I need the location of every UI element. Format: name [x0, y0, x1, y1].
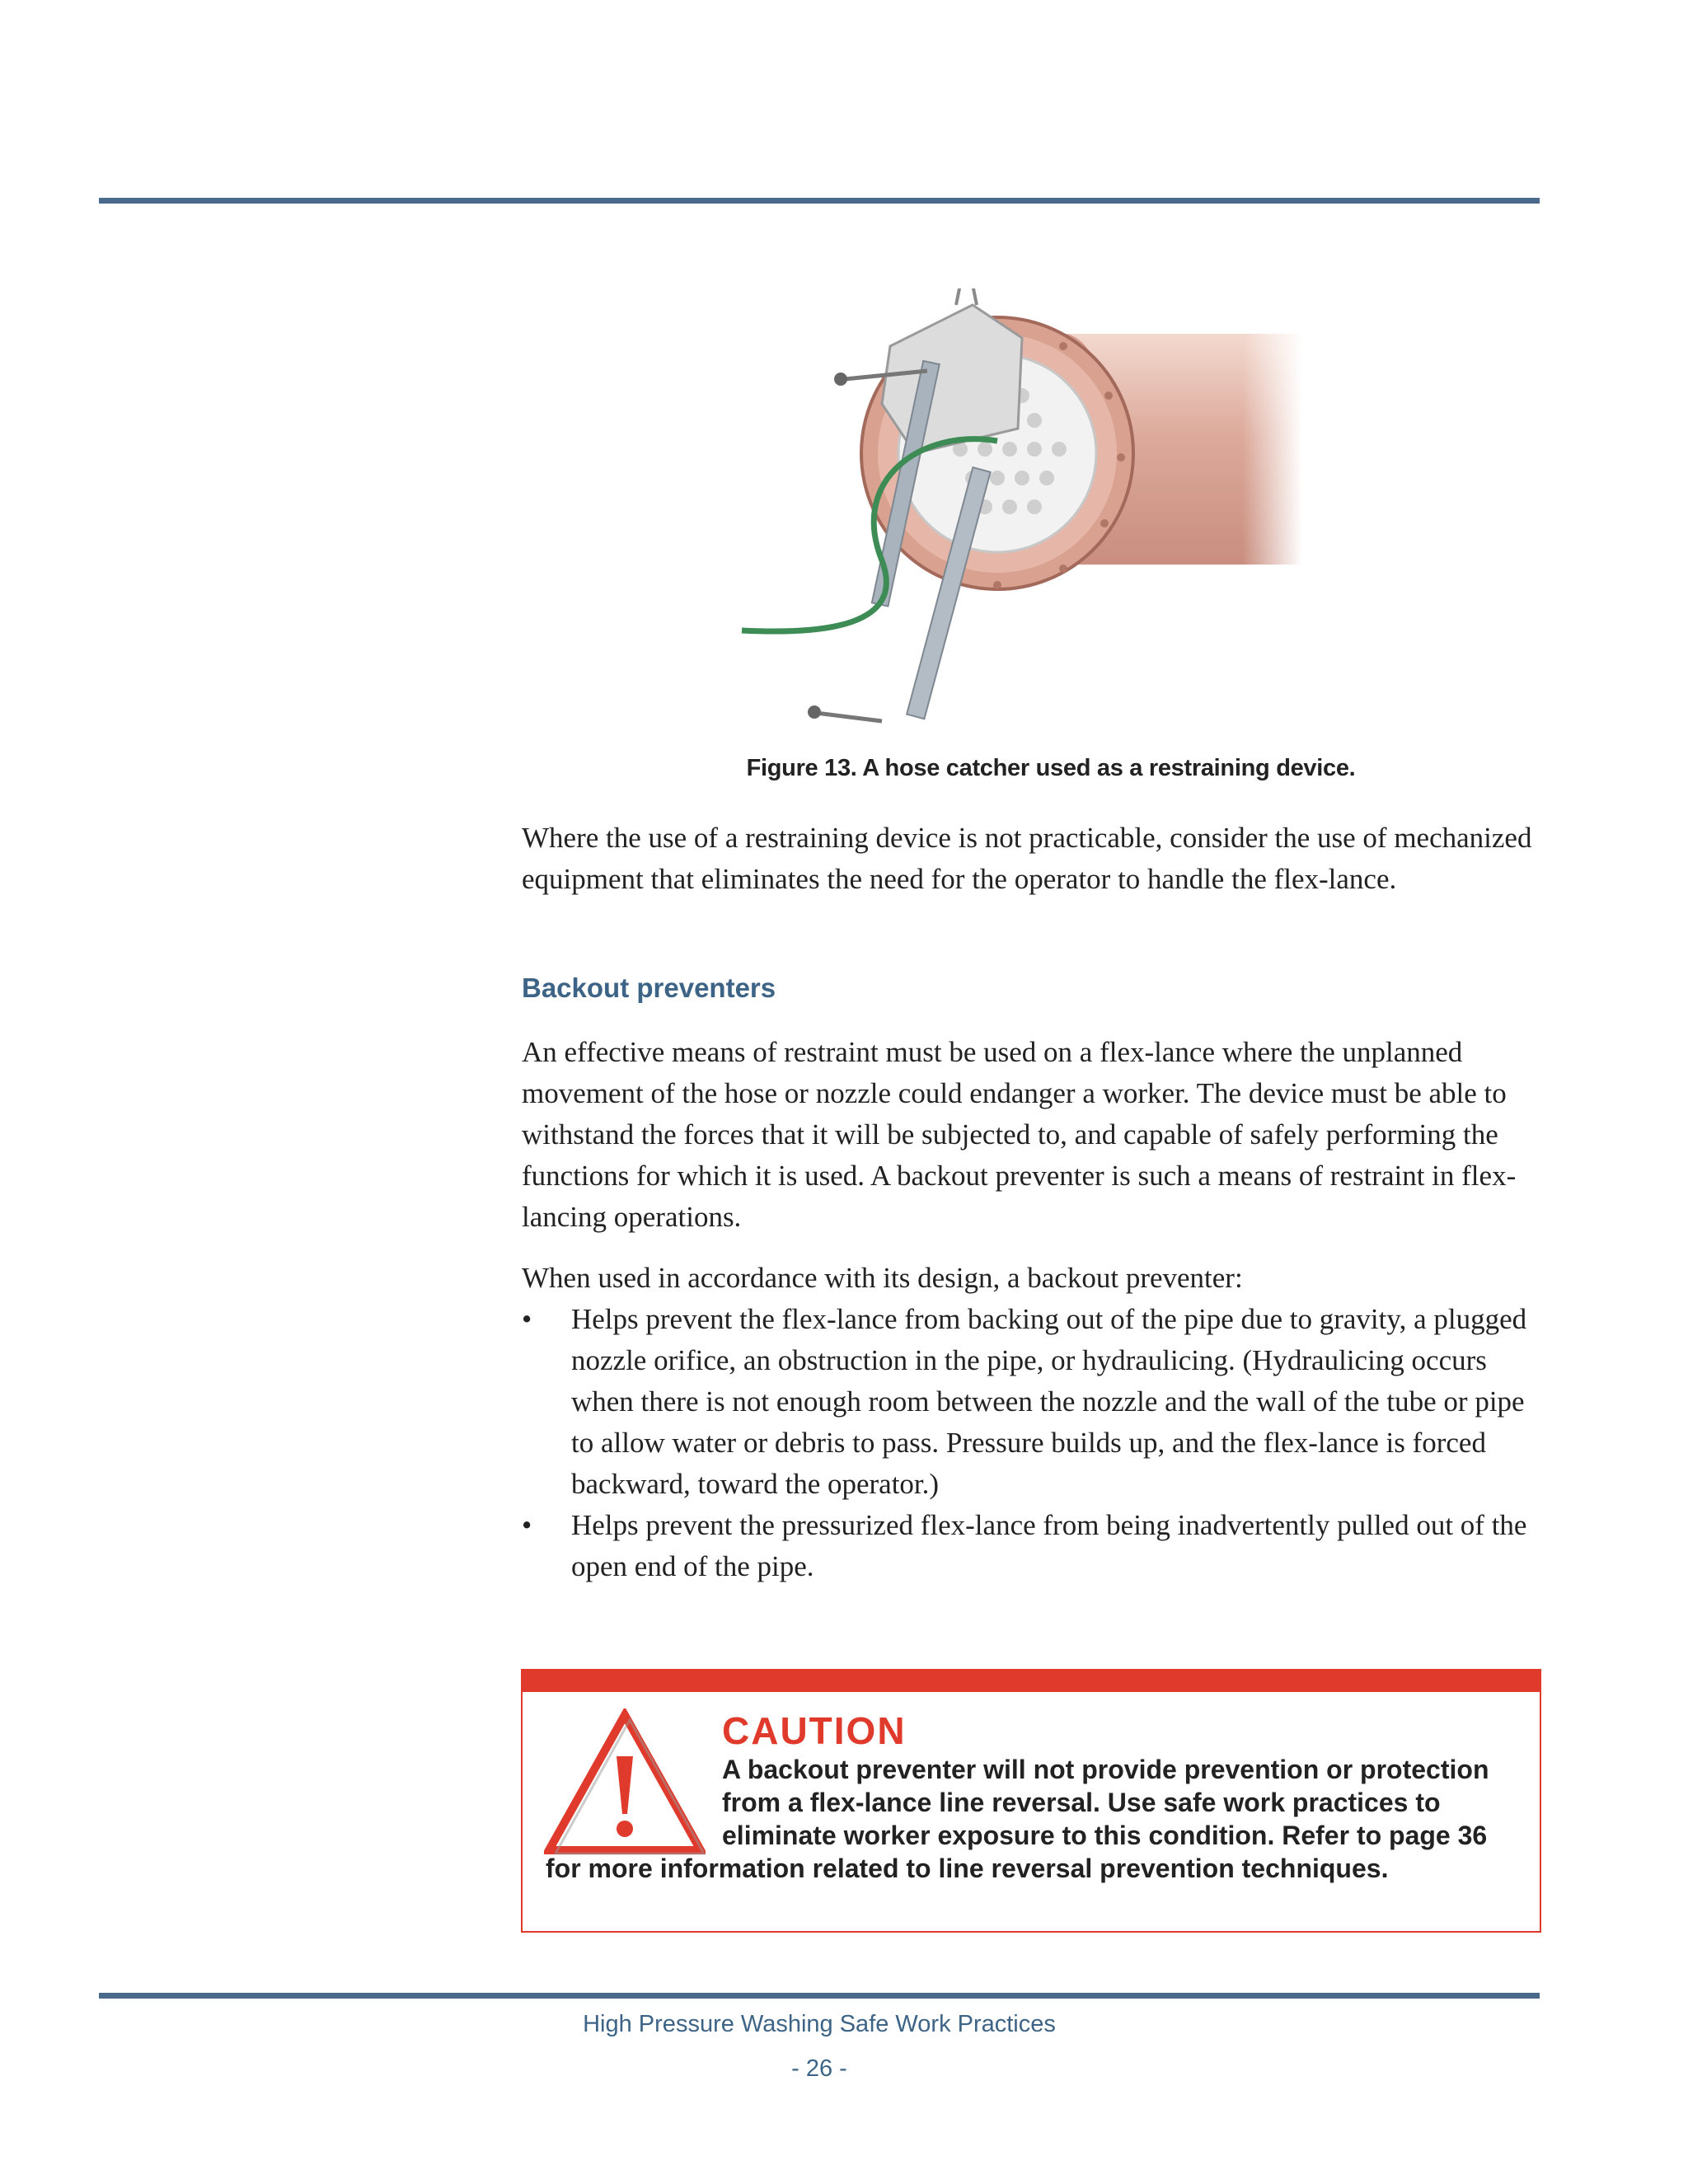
- caution-line-2: from a flex-lance line reversal. Use safe work practices to: [722, 1788, 1441, 1817]
- paragraph-text: Where the use of a restraining device is not practicable, consider the use of mechanized equipment that eliminates the need for the operator to handle the flex-lance.: [522, 822, 1532, 895]
- caution-callout: [521, 1669, 1541, 1933]
- caution-line-1: [546, 1753, 1526, 1786]
- bullet-marker: •: [522, 1509, 532, 1541]
- caution-message: [546, 1753, 1526, 1885]
- caution-line-4: for more information related to line reversal prevention techniques.: [546, 1854, 1389, 1883]
- hose-catcher-illustration: [725, 288, 1302, 742]
- paragraph-mechanized-equipment: [522, 818, 1544, 900]
- caution-text-before: A backout preventer: [722, 1755, 984, 1784]
- paragraph-text: An effective means of restraint must be used on a flex-lance where the unplanned movement of the hose or nozzle could endanger a worker. The device must be able to withstand the forces that it will be subjected to, and capable of safely performing the functions for which it is used. A backout preventer is such a means of restraint in flex-lancing operations.: [522, 1036, 1517, 1233]
- caution-top-bar: [523, 1671, 1540, 1692]
- bullet-list: [522, 1299, 1544, 1587]
- backout-preventer-list-block: [522, 1258, 1544, 1587]
- list-item-text: Helps prevent the flex-lance from backing out of the pipe due to gravity, a plugged nozzle orifice, an obstruction in the pipe, or hydraulicing. (Hydraulicing occurs when there is not enough room between the nozzle and the wall of the tube or pipe to allow water or debris to pass. Pressure builds up, and the flex-lance is forced backward, toward the operator.): [571, 1303, 1527, 1500]
- footer-rule: [99, 1993, 1540, 1999]
- paragraph-effective-restraint: [522, 1032, 1544, 1238]
- caution-emphasis: will not: [983, 1755, 1075, 1784]
- section-heading: Backout preventers: [522, 972, 776, 1003]
- bullet-marker: •: [522, 1303, 532, 1335]
- caution-title: CAUTION: [722, 1709, 907, 1752]
- list-item-text: Helps prevent the pressurized flex-lance from being inadvertently pulled out of the open end of the pipe.: [571, 1509, 1527, 1582]
- footer-document-title: High Pressure Washing Safe Work Practices: [583, 2011, 1056, 2037]
- figure-caption: Figure 13. A hose catcher used as a restraining device.: [746, 755, 1356, 781]
- page-number: - 26 -: [791, 2055, 847, 2082]
- list-item: [522, 1505, 1544, 1587]
- list-intro: When used in accordance with its design, a backout preventer:: [522, 1262, 1243, 1294]
- caution-text-after: provide prevention or protection: [1074, 1755, 1489, 1784]
- caution-line-3: eliminate worker exposure to this condition. Refer to page 36: [722, 1821, 1488, 1850]
- list-item: [522, 1299, 1544, 1505]
- header-rule: [99, 198, 1540, 204]
